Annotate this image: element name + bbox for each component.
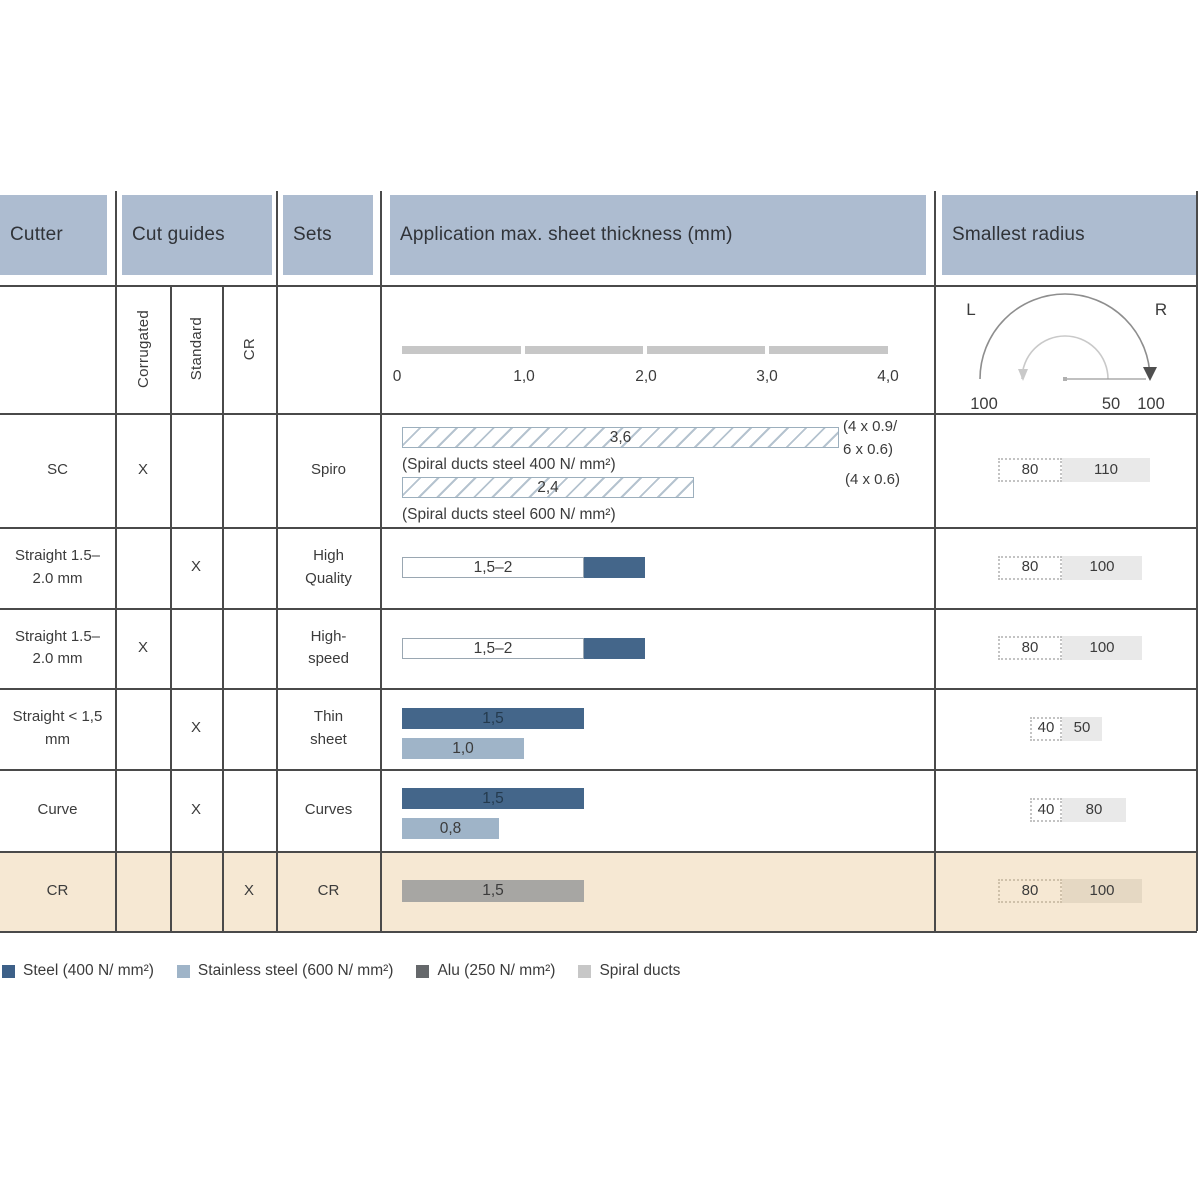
standard-mark-cell <box>170 769 222 851</box>
bar-note <box>843 416 897 461</box>
divider <box>0 769 1197 771</box>
application-cell <box>380 527 934 608</box>
cutter-cell <box>0 608 115 688</box>
bar-stainless <box>402 818 499 839</box>
cutter-label: Curve <box>37 800 78 818</box>
header-application <box>390 195 926 275</box>
radius-left-box <box>998 458 1062 482</box>
set-cell <box>277 688 380 769</box>
legend-label: Spiral ducts <box>599 962 681 979</box>
cr-label: CR <box>240 337 258 361</box>
standard-mark-cell <box>170 527 222 608</box>
x-mark: X <box>137 460 148 478</box>
bar-range-steel <box>402 557 645 578</box>
header-sets-label: Sets <box>293 224 332 245</box>
radius-left-number: 80 <box>1021 558 1039 576</box>
divider <box>0 608 1197 610</box>
radius-left-number: 80 <box>1021 460 1039 478</box>
bar-steel <box>402 708 584 729</box>
radius-right-box <box>1062 636 1142 660</box>
divider <box>276 191 278 931</box>
cutter-cell <box>0 769 115 851</box>
bar-value-label: 1,0 <box>452 739 474 757</box>
divider <box>380 191 382 931</box>
divider <box>0 931 1197 933</box>
cr-mark-cell <box>222 413 276 527</box>
bar-value-label: 1,5 <box>482 709 504 727</box>
divider <box>115 191 117 931</box>
cr-mark-cell <box>222 608 276 688</box>
scale-gap <box>643 346 647 354</box>
x-mark: X <box>190 719 201 737</box>
standard-mark-cell <box>170 413 222 527</box>
set-cell <box>277 851 380 931</box>
table-row-cr <box>0 851 1197 931</box>
smallest-radius-cell <box>934 608 1197 688</box>
radius-arc-small <box>1022 336 1108 379</box>
bar-value-label: 1,5 <box>482 789 504 807</box>
radius-right-box <box>1062 556 1142 580</box>
divider <box>0 413 1197 415</box>
arrow-left-icon <box>1018 369 1028 381</box>
bar-range-steel <box>402 638 645 659</box>
cr-mark-cell <box>222 688 276 769</box>
bar-stainless <box>402 738 524 759</box>
bar-caption: (Spiral ducts steel 600 N/ mm²) <box>402 506 616 523</box>
divider <box>1196 191 1198 931</box>
radius-right-number: 110 <box>1094 460 1118 478</box>
radius-right-label: R <box>1154 300 1168 319</box>
x-mark: X <box>137 638 148 656</box>
legend-label: Alu (250 N/ mm²) <box>437 962 556 979</box>
table-row-straight-hq <box>0 527 1197 608</box>
application-cell <box>380 851 934 931</box>
radius-left-number: 40 <box>1037 719 1055 737</box>
scale-tick-4: 4,0 <box>877 368 899 385</box>
bar-value-label: 1,5–2 <box>473 558 513 576</box>
header-cut-guides <box>122 195 272 275</box>
scale-tick-0: 0 <box>392 368 402 385</box>
radius-center-dot <box>1063 377 1067 381</box>
legend-item-steel <box>2 962 154 980</box>
cr-mark-cell <box>222 851 276 931</box>
radius-left-value: 100 <box>970 395 998 413</box>
corrugated-label: Corrugated <box>134 309 152 389</box>
radius-left-box <box>1030 717 1062 741</box>
corrugated-mark-cell <box>116 608 170 688</box>
note-line: 6 x 0.6) <box>843 440 894 458</box>
divider <box>170 286 172 931</box>
set-label: Curves <box>304 800 353 818</box>
radius-right-number: 80 <box>1085 800 1103 818</box>
cutter-cell <box>0 413 115 527</box>
divider <box>0 285 1197 287</box>
note-line: (4 x 0.9/ <box>843 418 898 435</box>
table-row-straight-hs <box>0 608 1197 688</box>
bar-value-label: 1,5–2 <box>473 639 513 657</box>
spiral-ducts-swatch-icon <box>578 965 591 978</box>
standard-mark-cell <box>170 688 222 769</box>
radius-left-box <box>1030 798 1062 822</box>
scale-gap <box>765 346 769 354</box>
radius-right-box <box>1062 879 1142 903</box>
set-label: CR <box>317 881 340 899</box>
header-smallest-radius <box>942 195 1197 275</box>
x-mark: X <box>243 881 254 899</box>
corrugated-mark-cell <box>116 527 170 608</box>
bar-range-fill <box>584 557 645 578</box>
header-smallest-radius-label: Smallest radius <box>952 224 1085 245</box>
standard-label: Standard <box>187 317 205 381</box>
radius-left-box <box>998 556 1062 580</box>
radius-right-box <box>1062 798 1126 822</box>
legend-label: Steel (400 N/ mm²) <box>23 962 154 979</box>
application-cell <box>380 413 934 527</box>
bar-value-label: 0,8 <box>439 819 462 837</box>
cutter-cell <box>0 688 115 769</box>
set-label: Thin sheet <box>310 708 347 748</box>
thickness-scale-bar <box>402 346 888 354</box>
application-cell <box>380 769 934 851</box>
corrugated-mark-cell <box>116 851 170 931</box>
bar-value-label: 3,6 <box>609 428 632 446</box>
set-label: High-speed <box>308 627 349 667</box>
scale-tick-1: 1,0 <box>513 368 535 385</box>
cutter-label: SC <box>47 460 68 478</box>
radius-left-number: 40 <box>1037 800 1055 818</box>
header-cutter <box>0 195 107 275</box>
stainless-swatch-icon <box>177 965 190 978</box>
radius-right-number: 50 <box>1073 719 1091 737</box>
bar-steel <box>402 788 584 809</box>
radius-left-box <box>998 636 1062 660</box>
set-cell <box>277 413 380 527</box>
radius-left-label: L <box>966 300 976 319</box>
divider <box>0 688 1197 690</box>
header-cut-guides-label: Cut guides <box>132 224 225 245</box>
radius-right-number: 100 <box>1089 881 1115 899</box>
radius-left-number: 80 <box>1021 881 1039 899</box>
radius-right-value: 100 <box>1137 395 1165 413</box>
smallest-radius-cell <box>934 769 1197 851</box>
table-row-curve <box>0 769 1197 851</box>
bar-value-label: 1,5 <box>482 882 504 900</box>
application-cell <box>380 608 934 688</box>
table-row-sc <box>0 413 1197 527</box>
subheader-cr <box>222 286 276 412</box>
x-mark: X <box>190 558 201 576</box>
application-cell <box>380 688 934 769</box>
header-sets <box>283 195 373 275</box>
cutter-cell <box>0 851 115 931</box>
radius-diagram <box>934 285 1197 413</box>
bar-cr <box>402 880 584 902</box>
cr-mark-cell <box>222 527 276 608</box>
set-label: Spiro <box>310 460 347 478</box>
set-label: High Quality <box>305 547 352 587</box>
divider <box>0 527 1197 529</box>
bar-value-label: 2,4 <box>537 478 559 496</box>
header-application-label: Application max. sheet thickness (mm) <box>400 224 733 245</box>
bar-spiral-600 <box>402 477 694 498</box>
standard-mark-cell <box>170 851 222 931</box>
cutter-label: Straight 1.5–2.0 mm <box>14 627 101 667</box>
set-cell <box>277 769 380 851</box>
corrugated-mark-cell <box>116 769 170 851</box>
radius-right-box <box>1062 717 1102 741</box>
subheader-corrugated <box>116 286 170 412</box>
smallest-radius-cell <box>934 688 1197 769</box>
cutter-label: CR <box>46 881 69 899</box>
cr-mark-cell <box>222 769 276 851</box>
radius-right-box <box>1062 458 1150 482</box>
legend-item-stainless <box>177 962 394 980</box>
header-cutter-label: Cutter <box>10 224 63 245</box>
scale-gap <box>521 346 525 354</box>
set-cell <box>277 527 380 608</box>
cutter-label: Straight < 1,5 mm <box>12 708 103 748</box>
radius-left-box <box>998 879 1062 903</box>
legend-item-spiral-ducts <box>578 962 680 980</box>
divider <box>0 851 1197 853</box>
steel-swatch-icon <box>2 965 15 978</box>
subheader-standard <box>170 286 222 412</box>
bar-range-fill <box>584 638 645 659</box>
smallest-radius-cell <box>934 851 1197 931</box>
legend-item-alu <box>416 962 555 980</box>
standard-mark-cell <box>170 608 222 688</box>
cutter-label: Straight 1.5–2.0 mm <box>14 547 101 587</box>
smallest-radius-cell <box>934 527 1197 608</box>
bar-caption: (Spiral ducts steel 400 N/ mm²) <box>402 456 616 473</box>
table-row-thin-sheet <box>0 688 1197 769</box>
divider <box>222 286 224 931</box>
radius-right-number: 100 <box>1089 638 1115 656</box>
legend-label: Stainless steel (600 N/ mm²) <box>197 962 394 979</box>
legend <box>2 962 680 980</box>
radius-left-number: 80 <box>1021 638 1039 656</box>
cutter-cell <box>0 527 115 608</box>
scale-tick-3: 3,0 <box>756 368 778 385</box>
smallest-radius-cell <box>934 413 1197 527</box>
bar-note: (4 x 0.6) <box>845 471 901 488</box>
radius-mid-value: 50 <box>1101 395 1121 413</box>
set-cell <box>277 608 380 688</box>
corrugated-mark-cell <box>116 688 170 769</box>
radius-right-number: 100 <box>1089 558 1115 576</box>
alu-swatch-icon <box>416 965 429 978</box>
divider <box>934 191 936 931</box>
bar-range-white <box>402 638 584 659</box>
bar-range-white <box>402 557 584 578</box>
scale-tick-2: 2,0 <box>635 368 657 385</box>
x-mark: X <box>190 800 201 818</box>
bar-spiral-400 <box>402 427 839 448</box>
corrugated-mark-cell <box>116 413 170 527</box>
